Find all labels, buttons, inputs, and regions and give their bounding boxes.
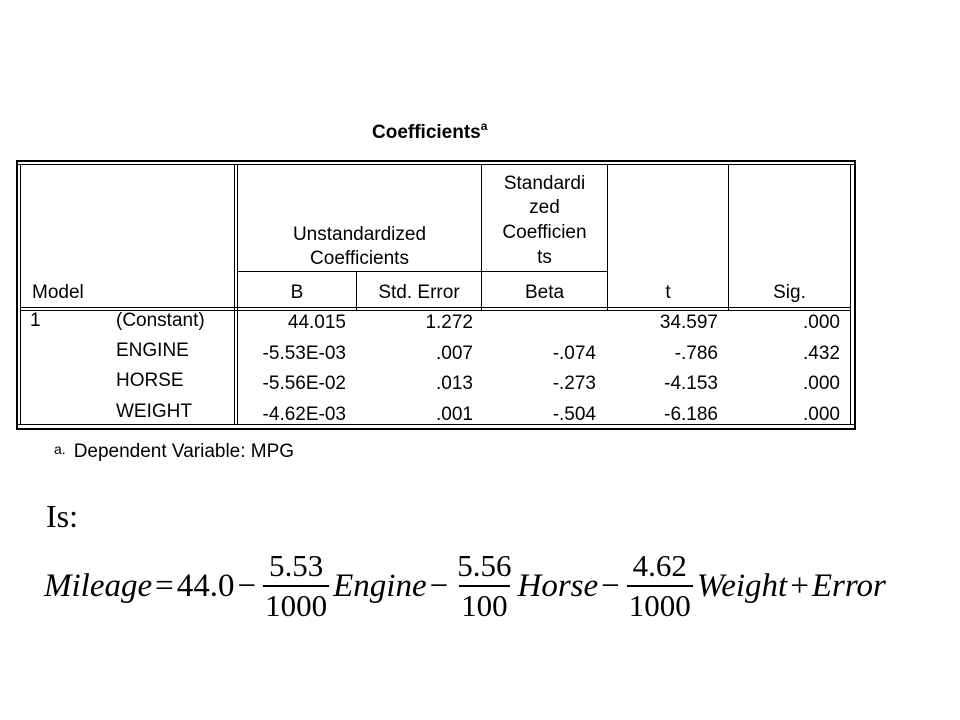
- header-beta: Beta: [524, 282, 565, 303]
- regression-formula: [44, 548, 924, 624]
- formula-equals: =: [155, 567, 174, 604]
- fraction-numerator: 4.62: [632, 548, 687, 583]
- formula-fraction: [263, 549, 329, 623]
- fraction-numerator: 5.53: [269, 548, 324, 583]
- row-sig: .000: [803, 373, 840, 394]
- header-std-error: Std. Error: [378, 282, 460, 303]
- fraction-denominator: 1000: [263, 585, 329, 623]
- row-sig: .000: [803, 312, 840, 333]
- row-name: WEIGHT: [116, 401, 192, 422]
- header-unstandardized-1: Unstandardized: [292, 224, 427, 245]
- is-label: Is:: [46, 498, 78, 534]
- row-t: -.786: [674, 343, 718, 364]
- row-t: 34.597: [659, 312, 718, 333]
- formula-variable: Weight: [696, 567, 788, 604]
- formula-fraction: [455, 549, 513, 623]
- row-name: HORSE: [116, 370, 184, 391]
- row-std-error: .013: [436, 373, 473, 394]
- row-b: -5.56E-02: [262, 373, 346, 394]
- formula-variable: Engine: [333, 567, 427, 604]
- model-number: 1: [30, 310, 41, 331]
- fraction-denominator: 100: [459, 585, 510, 623]
- footnote-text: Dependent Variable: MPG: [73, 441, 295, 462]
- header-standardized-3: Coefficien: [502, 222, 587, 243]
- row-name: (Constant): [116, 310, 205, 331]
- row-t: -6.186: [664, 404, 718, 425]
- formula-minus: −: [429, 567, 449, 604]
- header-b: B: [290, 282, 304, 303]
- row-beta: -.504: [552, 404, 596, 425]
- header-unstandardized-2: Coefficients: [310, 248, 409, 269]
- row-std-error: .001: [436, 404, 473, 425]
- fraction-denominator: 1000: [627, 585, 693, 623]
- row-std-error: .007: [436, 343, 473, 364]
- formula-fraction: [627, 549, 693, 623]
- header-standardized-4: ts: [537, 247, 552, 268]
- header-standardized-1: Standardi: [503, 173, 586, 194]
- formula-error: Error: [811, 567, 886, 604]
- row-b: 44.015: [287, 312, 346, 333]
- row-b: -4.62E-03: [262, 404, 346, 425]
- formula-constant: 44.0: [176, 567, 235, 604]
- header-standardized-2: zed: [529, 197, 560, 218]
- fraction-numerator: 5.56: [457, 548, 512, 583]
- row-sig: .000: [803, 404, 840, 425]
- row-t: -4.153: [664, 373, 718, 394]
- formula-lhs: Mileage: [44, 567, 153, 604]
- formula-plus: +: [790, 567, 809, 604]
- formula-minus: −: [237, 567, 257, 604]
- row-name: ENGINE: [116, 340, 189, 361]
- row-b: -5.53E-03: [262, 343, 346, 364]
- header-model: Model: [32, 282, 84, 303]
- header-sig: Sig.: [773, 282, 806, 303]
- formula-variable: Horse: [517, 567, 599, 604]
- row-beta: -.074: [552, 343, 596, 364]
- row-beta: -.273: [552, 373, 596, 394]
- table-title: Coefficients$^a$: [372, 119, 488, 143]
- footnote-marker: a.: [54, 441, 66, 457]
- row-sig: .432: [803, 343, 840, 364]
- title-superscript: a: [480, 119, 488, 133]
- header-t: t: [665, 282, 671, 303]
- coefficients-table: [16, 160, 856, 430]
- row-std-error: 1.272: [425, 312, 473, 333]
- formula-minus: −: [601, 567, 620, 604]
- table-footnote: [54, 441, 294, 463]
